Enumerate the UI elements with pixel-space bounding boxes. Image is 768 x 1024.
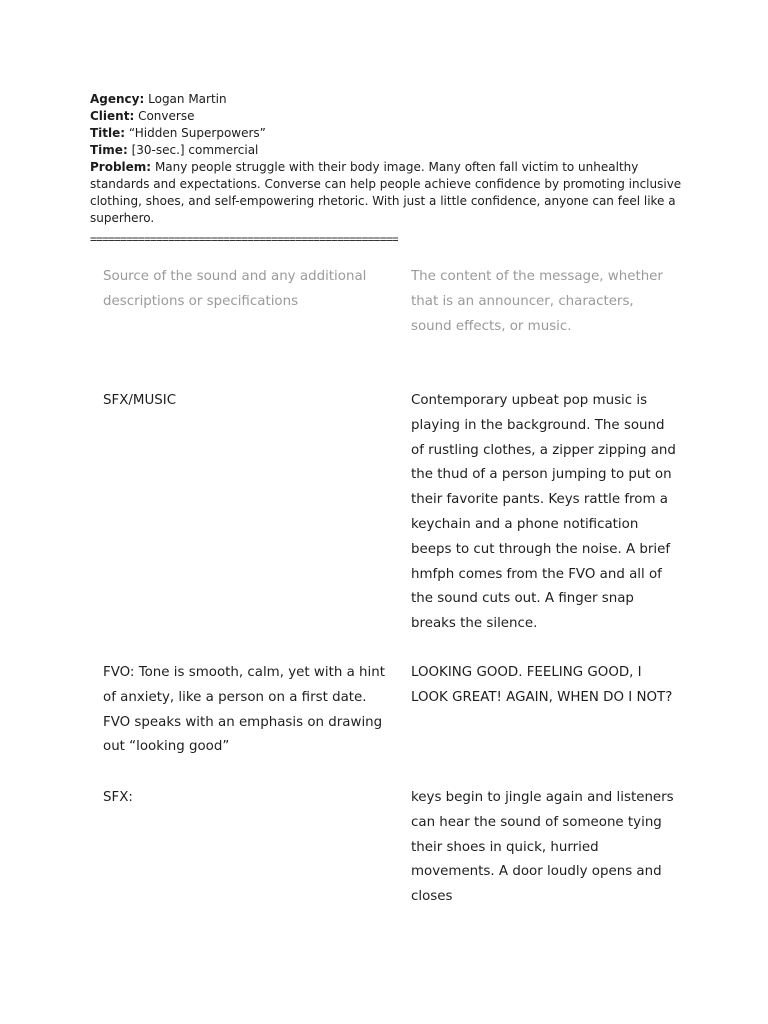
time-value: [30-sec.] commercial [131,143,259,157]
agency-line [90,91,690,108]
client-label: Client: [90,109,135,123]
time-label: Time: [90,143,128,157]
title-label: Title: [90,126,126,140]
problem-value: Many people struggle with their body image. Many often fall victim to unhealthy standards and expectations. Converse can help people achieve confidence by promoting inclusive clothing, shoes, and self-empowering rhetoric. With just a little confidence, anyone can feel like a superhero. [90,160,682,225]
row-1-content: Contemporary upbeat pop music is playing in the background. The sound of rustling clothes, a zipper zipping and the thud of a person jumping to put on their favorite pants. Keys rattle from a keychain and a phone notification beeps to cut through the noise. A brief hmfph comes from the FVO and all of the sound cuts out. A finger snap breaks the silence. [411,393,676,632]
title-value: “Hidden Superpowers” [128,126,266,140]
problem-label: Problem: [90,160,152,174]
section-divider: =================================================== [90,233,398,246]
row-3-source: SFX: [103,790,133,805]
row-2-source: FVO: Tone is smooth, calm, yet with a hint of anxiety, like a person on a first date. FVO speaks with an emphasis on drawing out “looking good” [103,665,385,755]
title-line [90,125,690,142]
agency-value: Logan Martin [148,92,227,106]
client-line [90,108,690,125]
source-column-description: Source of the sound and any additional descriptions or specifications [103,269,367,309]
problem-line [90,159,690,227]
agency-label: Agency: [90,92,145,106]
row-3-content: keys begin to jingle again and listeners can hear the sound of someone tying their shoes in quick, hurried movements. A door loudly opens and closes [411,790,674,905]
time-line [90,142,690,159]
row-1-source: SFX/MUSIC [103,393,177,408]
row-2-content: LOOKING GOOD. FEELING GOOD, I LOOK GREAT! AGAIN, WHEN DO I NOT? [411,665,673,705]
script-header [90,91,690,227]
client-value: Converse [138,109,195,123]
content-column-description: The content of the message, whether that is an announcer, characters, sound effects, or music. [411,269,663,334]
